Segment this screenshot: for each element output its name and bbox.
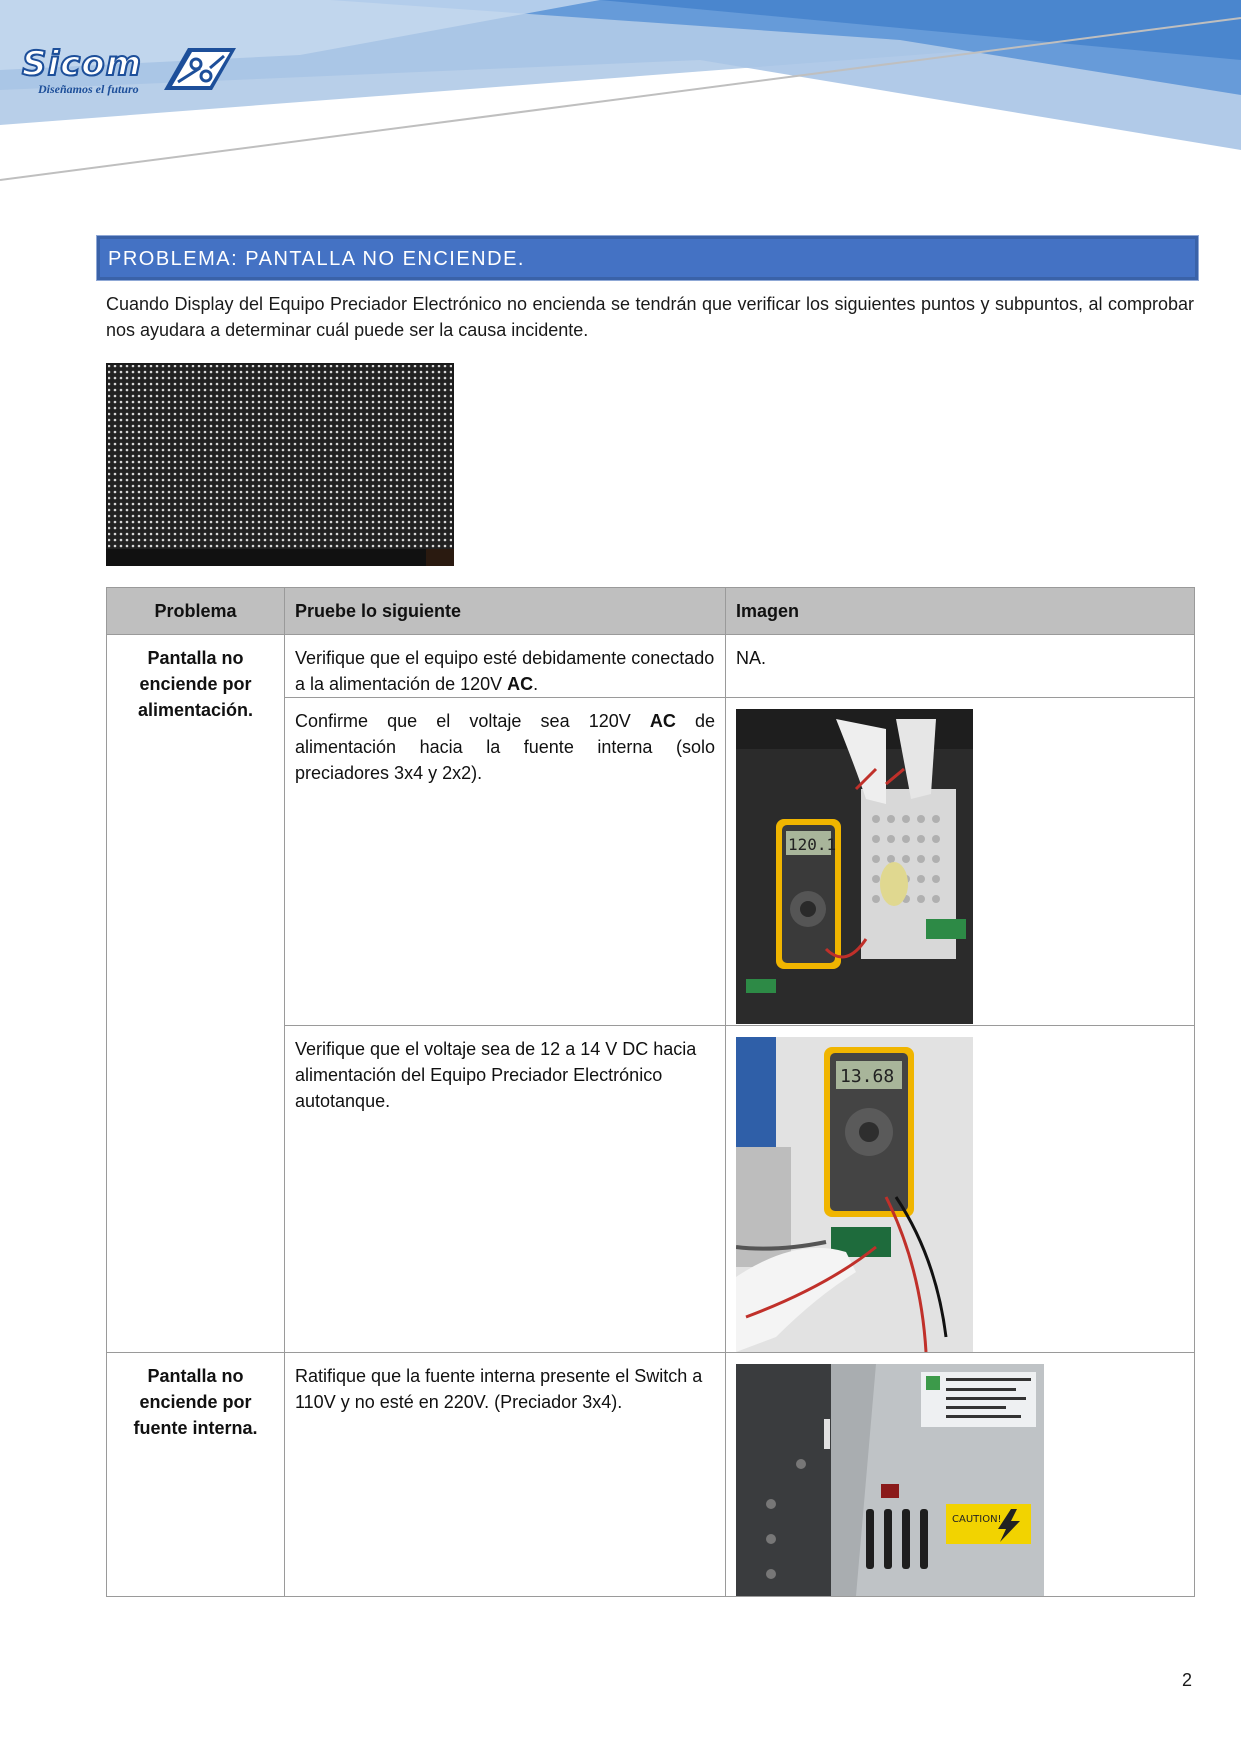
section-title: PROBLEMA: PANTALLA NO ENCIENDE. xyxy=(97,236,1198,280)
image-na-text: NA. xyxy=(736,648,767,668)
step-text: Confirme que el voltaje sea 120V AC de alimentación hacia la fuente interna (solo preciadores 3x4 y 2x2). xyxy=(295,711,715,783)
logo-mark-icon xyxy=(148,46,240,92)
svg-text:13.68: 13.68 xyxy=(840,1066,895,1087)
step-cell xyxy=(285,1353,726,1597)
page-number: 2 xyxy=(1182,1670,1193,1690)
image-cell xyxy=(726,698,1195,1026)
header-imagen: Imagen xyxy=(726,588,1195,635)
problem-cell xyxy=(107,635,285,1353)
sicom-logo xyxy=(20,44,232,100)
svg-text:120.1: 120.1 xyxy=(788,835,837,854)
step-text: Ratifique que la fuente interna presente el Switch a 110V y no esté en 220V. (Preciador 3x4). xyxy=(295,1366,703,1412)
svg-text:CAUTION!: CAUTION! xyxy=(952,1514,1002,1525)
logo-tagline: Diseñamos el futuro xyxy=(38,82,139,96)
image-cell xyxy=(726,1353,1195,1597)
logo-wordmark: Sicom xyxy=(22,44,143,84)
table-row xyxy=(107,635,1195,698)
multimeter-ac-photo xyxy=(736,709,973,1024)
table-header-row xyxy=(107,588,1195,635)
led-panel-photo xyxy=(106,363,454,566)
step-cell xyxy=(285,635,726,698)
step-cell xyxy=(285,698,726,1026)
multimeter-dc-photo xyxy=(736,1037,973,1352)
step-text: Verifique que el equipo esté debidamente conectado a la alimentación de 120V AC. xyxy=(295,648,715,694)
step-cell xyxy=(285,1026,726,1353)
problem-cell xyxy=(107,1353,285,1597)
problem-text: Pantalla no enciende por fuente interna. xyxy=(133,1366,258,1438)
intro-paragraph: Cuando Display del Equipo Preciador Electrónico no encienda se tendrán que verificar los siguientes puntos y subpuntos, al comprobar nos ayudara a determinar cuál puede ser la causa incidente. xyxy=(106,294,1194,340)
header-pruebe: Pruebe lo siguiente xyxy=(285,588,726,635)
image-cell xyxy=(726,1026,1195,1353)
power-supply-photo xyxy=(736,1364,1044,1596)
problem-text: Pantalla no enciende por alimentación. xyxy=(137,648,254,720)
image-cell xyxy=(726,635,1195,698)
troubleshooting-table xyxy=(106,587,1195,1597)
header-problema: Problema xyxy=(107,588,285,635)
step-text: Verifique que el voltaje sea de 12 a 14 V DC hacia alimentación del Equipo Preciador Electrónico autotanque. xyxy=(295,1039,697,1111)
table-row xyxy=(107,1353,1195,1597)
